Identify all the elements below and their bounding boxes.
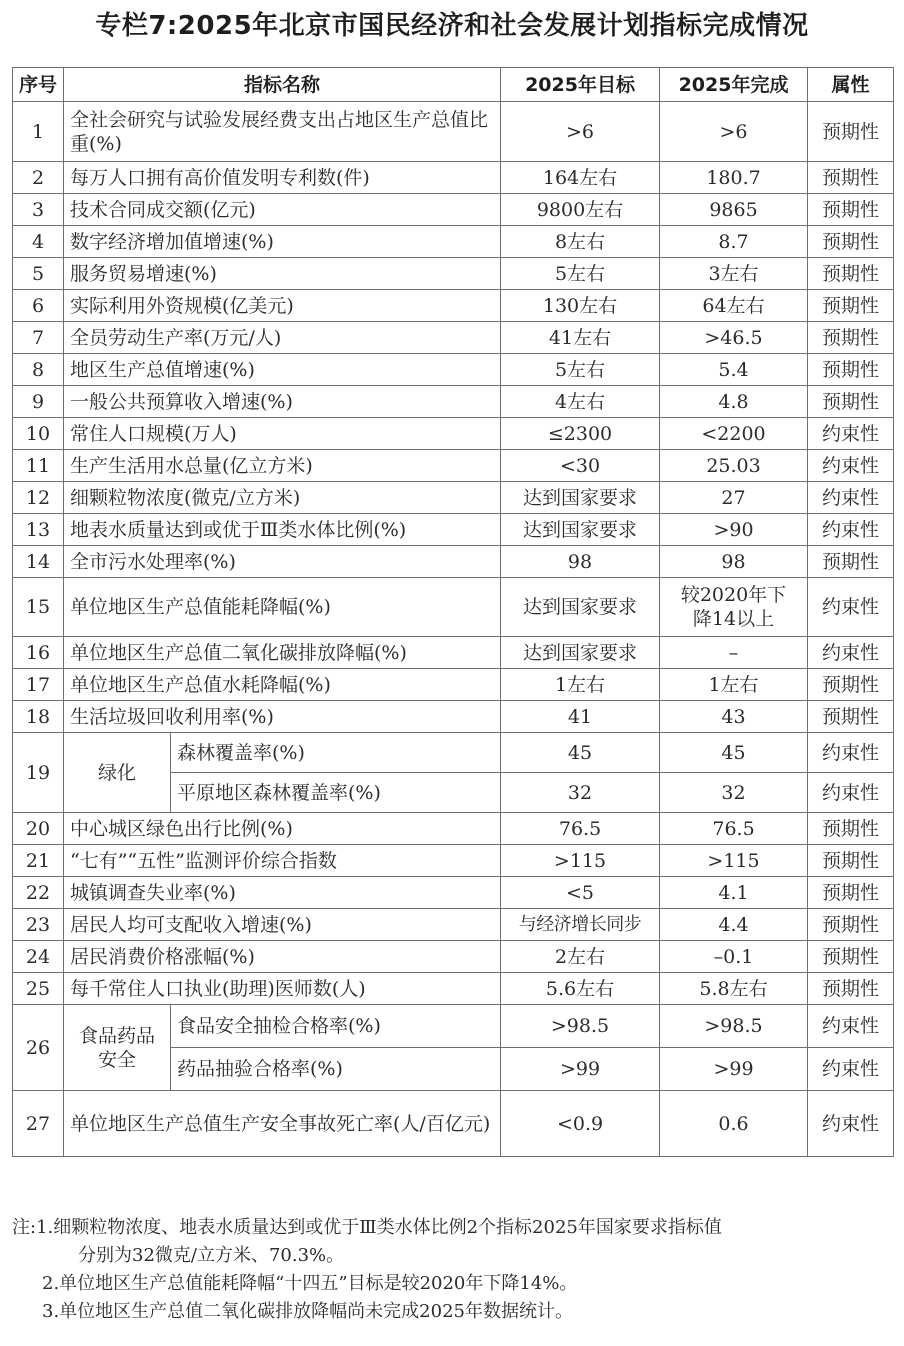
row-actual: –0.1 bbox=[660, 941, 808, 973]
row-actual: >6 bbox=[660, 102, 808, 162]
row-target: 32 bbox=[501, 773, 660, 813]
row-actual: 98 bbox=[660, 546, 808, 578]
row-actual: 25.03 bbox=[660, 450, 808, 482]
row-attribute: 预期性 bbox=[808, 701, 894, 733]
row-name: 地区生产总值增速(%) bbox=[64, 354, 501, 386]
note-3: 3.单位地区生产总值二氧化碳排放降幅尚未完成2025年数据统计。 bbox=[42, 1301, 573, 1322]
row-actual: >99 bbox=[660, 1048, 808, 1091]
row-name: 生活垃圾回收利用率(%) bbox=[64, 701, 501, 733]
row-target: >98.5 bbox=[501, 1005, 660, 1048]
row-attribute: 约束性 bbox=[808, 637, 894, 669]
table-row bbox=[13, 578, 894, 637]
row-name: 药品抽验合格率(%) bbox=[171, 1048, 501, 1091]
row-actual: 4.1 bbox=[660, 877, 808, 909]
row-name: 全市污水处理率(%) bbox=[64, 546, 501, 578]
row-name: 服务贸易增速(%) bbox=[64, 258, 501, 290]
row-target: 达到国家要求 bbox=[501, 578, 660, 637]
row-attribute: 预期性 bbox=[808, 258, 894, 290]
table-row bbox=[13, 546, 894, 578]
table-row bbox=[13, 669, 894, 701]
table-row bbox=[13, 450, 894, 482]
row-target: 1左右 bbox=[501, 669, 660, 701]
table-row bbox=[13, 514, 894, 546]
row-index: 5 bbox=[13, 258, 64, 290]
row-attribute: 预期性 bbox=[808, 322, 894, 354]
table-row bbox=[13, 973, 894, 1005]
row-index: 12 bbox=[13, 482, 64, 514]
table-row bbox=[13, 162, 894, 194]
row-attribute: 预期性 bbox=[808, 546, 894, 578]
row-target: 76.5 bbox=[501, 813, 660, 845]
row-index: 16 bbox=[13, 637, 64, 669]
row-name: 常住人口规模(万人) bbox=[64, 418, 501, 450]
table-header-row bbox=[13, 68, 894, 102]
row-attribute: 预期性 bbox=[808, 162, 894, 194]
row-attribute: 预期性 bbox=[808, 354, 894, 386]
row-attribute: 预期性 bbox=[808, 877, 894, 909]
row-actual: 4.8 bbox=[660, 386, 808, 418]
row-index: 7 bbox=[13, 322, 64, 354]
row-target: 9800左右 bbox=[501, 194, 660, 226]
table-row bbox=[13, 418, 894, 450]
row-target: 8左右 bbox=[501, 226, 660, 258]
row-index: 15 bbox=[13, 578, 64, 637]
row-target: <30 bbox=[501, 450, 660, 482]
row-actual: 43 bbox=[660, 701, 808, 733]
row-index: 27 bbox=[13, 1091, 64, 1157]
row-index: 9 bbox=[13, 386, 64, 418]
row-index: 20 bbox=[13, 813, 64, 845]
row-name: 居民人均可支配收入增速(%) bbox=[64, 909, 501, 941]
table-row bbox=[13, 1091, 894, 1157]
row-actual: 64左右 bbox=[660, 290, 808, 322]
row-name: 森林覆盖率(%) bbox=[171, 733, 501, 773]
row-name: 单位地区生产总值生产安全事故死亡率(人/百亿元) bbox=[64, 1091, 501, 1157]
row-target: 130左右 bbox=[501, 290, 660, 322]
row-actual: 5.4 bbox=[660, 354, 808, 386]
row-target: >115 bbox=[501, 845, 660, 877]
row-target: ≤2300 bbox=[501, 418, 660, 450]
row-name: 数字经济增加值增速(%) bbox=[64, 226, 501, 258]
row-actual: <2200 bbox=[660, 418, 808, 450]
row-group-label: 绿化 bbox=[64, 733, 171, 813]
row-target: 41 bbox=[501, 701, 660, 733]
table-row bbox=[13, 482, 894, 514]
row-attribute: 预期性 bbox=[808, 909, 894, 941]
row-actual: 45 bbox=[660, 733, 808, 773]
row-attribute: 约束性 bbox=[808, 514, 894, 546]
table-row bbox=[13, 909, 894, 941]
row-actual: 4.4 bbox=[660, 909, 808, 941]
row-actual: 76.5 bbox=[660, 813, 808, 845]
row-target: 达到国家要求 bbox=[501, 637, 660, 669]
row-attribute: 约束性 bbox=[808, 1048, 894, 1091]
table-row bbox=[13, 637, 894, 669]
table-row bbox=[13, 877, 894, 909]
row-attribute: 预期性 bbox=[808, 226, 894, 258]
row-attribute: 约束性 bbox=[808, 773, 894, 813]
page-title: 专栏7:2025年北京市国民经济和社会发展计划指标完成情况 bbox=[95, 11, 809, 41]
row-attribute: 约束性 bbox=[808, 418, 894, 450]
row-attribute: 预期性 bbox=[808, 973, 894, 1005]
row-index: 23 bbox=[13, 909, 64, 941]
row-target: 与经济增长同步 bbox=[501, 909, 660, 941]
row-name: 全社会研究与试验发展经费支出占地区生产总值比重(%) bbox=[64, 102, 501, 162]
row-actual: 27 bbox=[660, 482, 808, 514]
table-row bbox=[13, 102, 894, 162]
row-actual: 3左右 bbox=[660, 258, 808, 290]
row-name: 每万人口拥有高价值发明专利数(件) bbox=[64, 162, 501, 194]
row-index: 19 bbox=[13, 733, 64, 813]
row-index: 26 bbox=[13, 1005, 64, 1091]
row-index: 17 bbox=[13, 669, 64, 701]
row-index: 18 bbox=[13, 701, 64, 733]
row-target: 5左右 bbox=[501, 354, 660, 386]
row-index: 8 bbox=[13, 354, 64, 386]
row-index: 21 bbox=[13, 845, 64, 877]
row-target: 5.6左右 bbox=[501, 973, 660, 1005]
row-target: <0.9 bbox=[501, 1091, 660, 1157]
row-index: 1 bbox=[13, 102, 64, 162]
row-name: 生产生活用水总量(亿立方米) bbox=[64, 450, 501, 482]
row-name: 地表水质量达到或优于Ⅲ类水体比例(%) bbox=[64, 514, 501, 546]
row-actual: 9865 bbox=[660, 194, 808, 226]
row-target: 2左右 bbox=[501, 941, 660, 973]
row-name: 居民消费价格涨幅(%) bbox=[64, 941, 501, 973]
header-index: 序号 bbox=[13, 68, 64, 102]
row-target: 45 bbox=[501, 733, 660, 773]
row-attribute: 约束性 bbox=[808, 1091, 894, 1157]
table-row bbox=[13, 322, 894, 354]
row-attribute: 约束性 bbox=[808, 578, 894, 637]
row-attribute: 约束性 bbox=[808, 733, 894, 773]
row-index: 11 bbox=[13, 450, 64, 482]
table-row bbox=[13, 813, 894, 845]
row-name: 单位地区生产总值水耗降幅(%) bbox=[64, 669, 501, 701]
table-row bbox=[13, 290, 894, 322]
row-target: >99 bbox=[501, 1048, 660, 1091]
row-actual: – bbox=[660, 637, 808, 669]
row-index: 6 bbox=[13, 290, 64, 322]
row-index: 4 bbox=[13, 226, 64, 258]
table-row bbox=[13, 354, 894, 386]
row-index: 14 bbox=[13, 546, 64, 578]
row-index: 22 bbox=[13, 877, 64, 909]
row-actual: 较2020年下降14以上 bbox=[660, 578, 808, 637]
row-attribute: 约束性 bbox=[808, 450, 894, 482]
row-actual: >115 bbox=[660, 845, 808, 877]
row-index: 25 bbox=[13, 973, 64, 1005]
row-group-label: 食品药品安全 bbox=[64, 1005, 171, 1091]
row-target: 164左右 bbox=[501, 162, 660, 194]
table-row bbox=[13, 941, 894, 973]
row-name: 全员劳动生产率(万元/人) bbox=[64, 322, 501, 354]
row-name: 食品安全抽检合格率(%) bbox=[171, 1005, 501, 1048]
row-name: “七有”“五性”监测评价综合指数 bbox=[64, 845, 501, 877]
row-name: 城镇调查失业率(%) bbox=[64, 877, 501, 909]
row-name: 技术合同成交额(亿元) bbox=[64, 194, 501, 226]
row-name: 中心城区绿色出行比例(%) bbox=[64, 813, 501, 845]
row-name: 平原地区森林覆盖率(%) bbox=[171, 773, 501, 813]
row-name: 单位地区生产总值二氧化碳排放降幅(%) bbox=[64, 637, 501, 669]
row-actual: >46.5 bbox=[660, 322, 808, 354]
table-row bbox=[13, 226, 894, 258]
table-row bbox=[13, 845, 894, 877]
table-notes bbox=[12, 1214, 896, 1326]
table-row-group bbox=[13, 733, 894, 773]
row-attribute: 预期性 bbox=[808, 386, 894, 418]
row-actual: 8.7 bbox=[660, 226, 808, 258]
row-actual: 1左右 bbox=[660, 669, 808, 701]
row-actual: 32 bbox=[660, 773, 808, 813]
header-target: 2025年目标 bbox=[501, 68, 660, 102]
row-actual: 180.7 bbox=[660, 162, 808, 194]
row-name: 一般公共预算收入增速(%) bbox=[64, 386, 501, 418]
row-index: 2 bbox=[13, 162, 64, 194]
note-1-continued: 分别为32微克/立方米、70.3%。 bbox=[78, 1245, 345, 1266]
row-actual: 5.8左右 bbox=[660, 973, 808, 1005]
row-target: 5左右 bbox=[501, 258, 660, 290]
table-row bbox=[13, 258, 894, 290]
row-attribute: 预期性 bbox=[808, 102, 894, 162]
row-attribute: 预期性 bbox=[808, 669, 894, 701]
table-row bbox=[13, 701, 894, 733]
table-row-group bbox=[13, 1005, 894, 1048]
note-2: 2.单位地区生产总值能耗降幅“十四五”目标是较2020年下降14%。 bbox=[42, 1273, 578, 1294]
indicator-table bbox=[12, 67, 894, 1157]
row-name: 单位地区生产总值能耗降幅(%) bbox=[64, 578, 501, 637]
row-index: 13 bbox=[13, 514, 64, 546]
row-actual: >98.5 bbox=[660, 1005, 808, 1048]
row-attribute: 预期性 bbox=[808, 845, 894, 877]
row-attribute: 预期性 bbox=[808, 194, 894, 226]
row-index: 3 bbox=[13, 194, 64, 226]
row-name: 每千常住人口执业(助理)医师数(人) bbox=[64, 973, 501, 1005]
row-target: <5 bbox=[501, 877, 660, 909]
row-attribute: 预期性 bbox=[808, 290, 894, 322]
row-target: >6 bbox=[501, 102, 660, 162]
table-row bbox=[13, 194, 894, 226]
row-attribute: 预期性 bbox=[808, 941, 894, 973]
row-target: 98 bbox=[501, 546, 660, 578]
header-indicator-name: 指标名称 bbox=[64, 68, 501, 102]
row-attribute: 约束性 bbox=[808, 482, 894, 514]
table-row bbox=[13, 386, 894, 418]
header-attribute: 属性 bbox=[808, 68, 894, 102]
row-attribute: 约束性 bbox=[808, 1005, 894, 1048]
row-target: 4左右 bbox=[501, 386, 660, 418]
row-index: 10 bbox=[13, 418, 64, 450]
row-index: 24 bbox=[13, 941, 64, 973]
row-name: 细颗粒物浓度(微克/立方米) bbox=[64, 482, 501, 514]
note-1: 注:1.细颗粒物浓度、地表水质量达到或优于Ⅲ类水体比例2个指标2025年国家要求指标值 bbox=[12, 1217, 722, 1238]
header-actual: 2025年完成 bbox=[660, 68, 808, 102]
row-target: 达到国家要求 bbox=[501, 514, 660, 546]
row-actual: 0.6 bbox=[660, 1091, 808, 1157]
row-actual: >90 bbox=[660, 514, 808, 546]
row-target: 达到国家要求 bbox=[501, 482, 660, 514]
row-name: 实际利用外资规模(亿美元) bbox=[64, 290, 501, 322]
row-target: 41左右 bbox=[501, 322, 660, 354]
row-attribute: 预期性 bbox=[808, 813, 894, 845]
